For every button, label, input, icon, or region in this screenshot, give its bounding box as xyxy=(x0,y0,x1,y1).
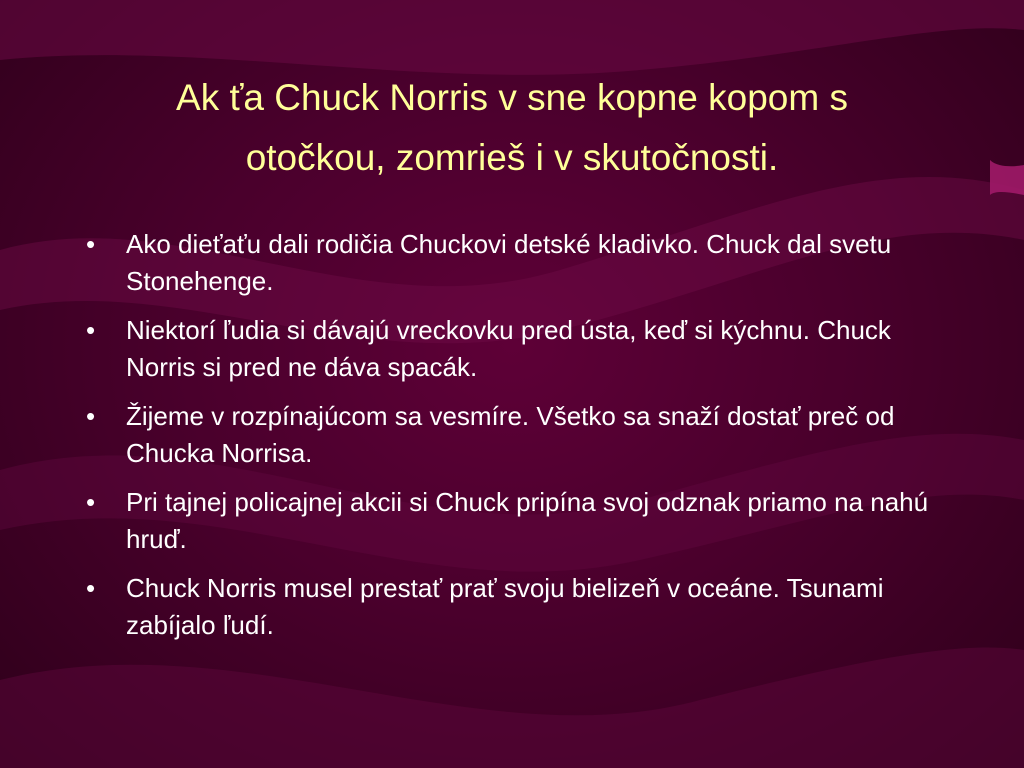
bullet-dot: • xyxy=(86,315,96,345)
bullet-text: Pri tajnej policajnej akcii si Chuck pripína svoj odznak priamo na nahú hruď. xyxy=(126,487,929,554)
slide-title-line-2: otočkou, zomrieš i v skutočnosti. xyxy=(245,137,779,178)
bullet-dot: • xyxy=(86,401,96,431)
bullet-text: Chuck Norris musel prestať prať svoju bielizeň v oceáne. Tsunami zabíjalo ľudí. xyxy=(126,573,884,640)
bullet-item xyxy=(80,226,960,300)
bullet-dot: • xyxy=(86,229,96,259)
slide-title-line-1: Ak ťa Chuck Norris v sne kopne kopom s xyxy=(176,77,848,118)
slide-title xyxy=(60,68,964,188)
bullet-item xyxy=(80,312,960,386)
bullet-text: Žijeme v rozpínajúcom sa vesmíre. Všetko sa snaží dostať preč od Chucka Norrisa. xyxy=(126,401,895,468)
bullet-list xyxy=(80,226,960,656)
bullet-text: Ako dieťaťu dali rodičia Chuckovi detské kladivko. Chuck dal svetu Stonehenge. xyxy=(126,229,892,296)
bullet-dot: • xyxy=(86,573,96,603)
bullet-text: Niektorí ľudia si dávajú vreckovku pred ústa, keď si kýchnu. Chuck Norris si pred ne dáva spacák. xyxy=(126,315,891,382)
bullet-item xyxy=(80,570,960,644)
bullet-item xyxy=(80,398,960,472)
bullet-dot: • xyxy=(86,487,96,517)
bullet-item xyxy=(80,484,960,558)
